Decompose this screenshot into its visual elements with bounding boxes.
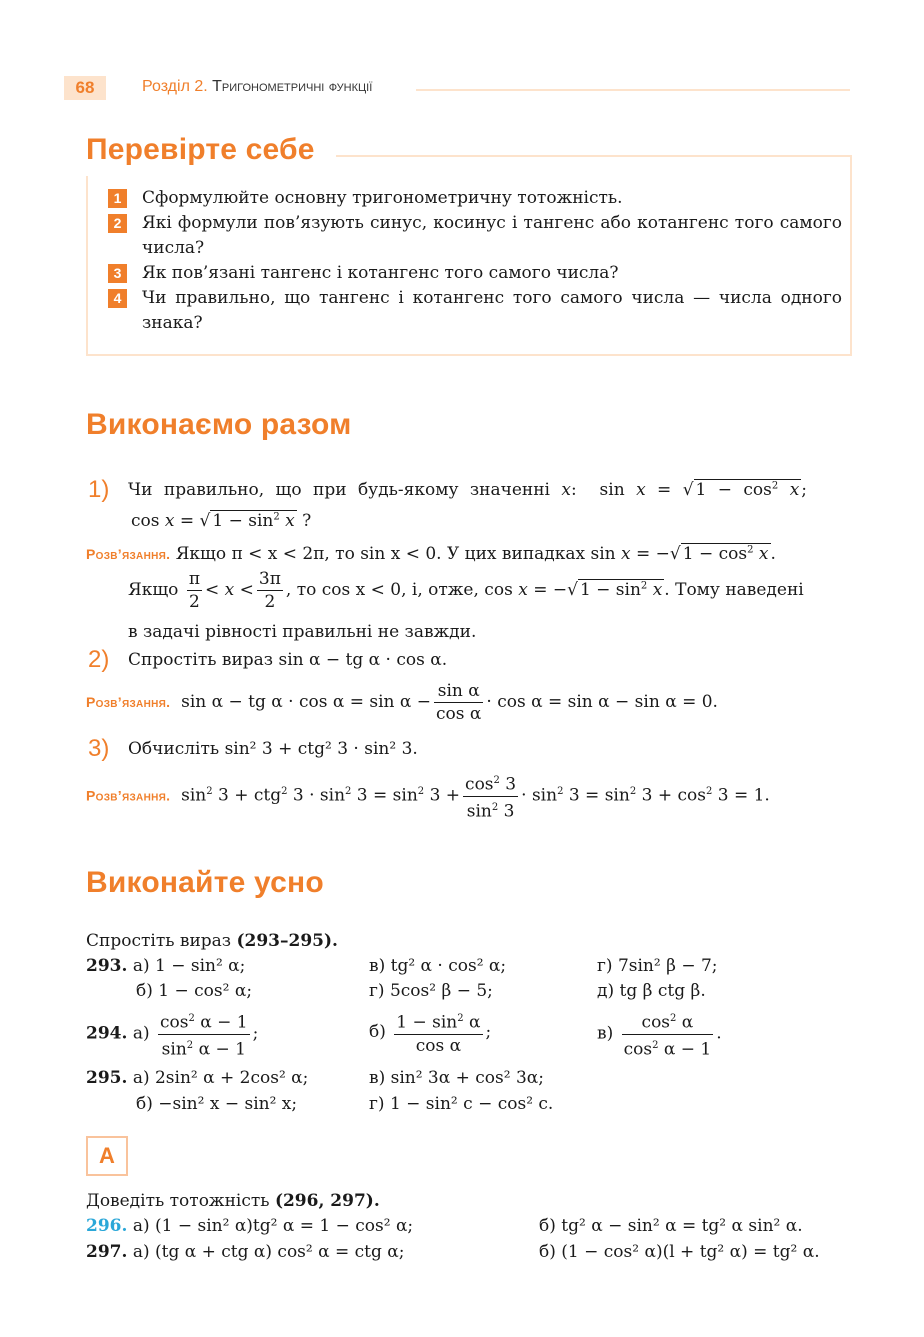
problem-293-v: в) tg² α · cos² α;: [369, 956, 507, 976]
solution-2: Розв’язання. sin α − tg α · cos α = sin α − $\frac{\text{sin α}}{\text{cos α}}$ · cos α = sin α − sin α = 0.: [86, 681, 718, 724]
problem-297-a: 297. а) (tg α + ctg α) cos² α = ctg α;: [86, 1242, 405, 1262]
header-rule: [416, 89, 850, 91]
problem-number: 296.: [86, 1216, 128, 1236]
problem-293-d: д) tg β ctg β.: [597, 981, 706, 1001]
section-title-oral: Виконайте усно: [86, 866, 324, 899]
problem-297-b: б) (1 − cos² α)(l + tg² α) = tg² α.: [539, 1242, 820, 1262]
question-text: Які формули пов’язують синус, косинус і тангенс або котангенс того самого числа?: [142, 213, 842, 258]
chapter-label: Розділ 2.: [142, 78, 208, 95]
solution-label: Розв’язання.: [86, 787, 171, 804]
problem-295-row1: 295. а) 2sin² α + 2cos² α;: [86, 1068, 309, 1088]
problem-293-g2: г) 5cos² β − 5;: [369, 981, 493, 1001]
page-number: 68: [64, 76, 106, 100]
level-a-badge: А: [86, 1136, 128, 1176]
solution-1-line1: Розв’язання. Якщо π < x < 2π, то sin x < 0. У цих випадках sin x = −√ $1 - \cos^2 x$ .: [86, 544, 776, 564]
level-a-intro: Доведіть тотожність (296, 297).: [86, 1191, 380, 1211]
exercise-1-text: Чи правильно, що при будь-якому значенні x: sin x = √ $1 - \cos^2 x$ ;: [128, 480, 808, 500]
question-item: [108, 186, 843, 211]
problem-294-b: б) $\frac{1 - \sin^2 \alpha}{\text{cos α}}$ ;: [369, 1008, 491, 1057]
question-number: 1: [108, 189, 127, 208]
problem-296-a: 296. а) (1 − sin² α)tg² α = 1 − cos² α;: [86, 1216, 414, 1236]
solution-3: Розв’язання. $\sin^2 3 + ctg^2$ $3 \cdot \sin^2 3 = \sin^2 3$ + $\frac{\cos^2 3}{\sin^2 3}$ · $\sin^2 3 = \sin^2 3 + \cos^2 3 = 1$.: [86, 770, 770, 822]
chapter-title: Тригонометричні функції: [212, 78, 373, 95]
section-title-together: Виконаємо разом: [86, 408, 352, 441]
problem-293-row1: 293. а) 1 − sin² α;: [86, 956, 246, 976]
problem-294-v: в) $\frac{\cos^2 \alpha}{\cos^2 \alpha - 1}$ .: [597, 1008, 722, 1060]
exercise-3-text: Обчисліть sin² 3 + ctg² 3 · sin² 3.: [128, 739, 418, 759]
problem-number: 293.: [86, 956, 128, 976]
problem-293-g: г) 7sin² β − 7;: [597, 956, 718, 976]
problem-294-a: 294. а) $\frac{\cos^2 \alpha - 1}{\sin^2 \alpha - 1}$ ;: [86, 1008, 258, 1060]
section-title-check-yourself: Перевірте себе: [86, 133, 315, 166]
exercise-1-text-line2: cos x = √ $1 - \sin^2 x$ ?: [131, 511, 312, 531]
problem-number: 297.: [86, 1242, 128, 1262]
solution-label: Розв’язання.: [86, 546, 171, 562]
solution-1-line2: Якщо $\frac{\pi}{2}$ < x < $\frac{3\pi}{2}$ , то cos x < 0, і, отже, cos x = −√ $1 - \sin^2 x$ . Тому наведені: [128, 569, 804, 612]
problem-296-b: б) tg² α − sin² α = tg² α sin² α.: [539, 1216, 803, 1236]
problem-295-v: в) sin² 3α + cos² 3α;: [369, 1068, 545, 1088]
problem-number: 295.: [86, 1068, 128, 1088]
question-number: 3: [108, 264, 127, 283]
question-item: [108, 261, 843, 286]
question-item: [108, 286, 843, 336]
exercise-number: 3): [88, 735, 110, 762]
exercise-3: [88, 735, 109, 763]
exercise-1: [88, 476, 109, 504]
oral-intro: Спростіть вираз (293–295).: [86, 931, 338, 951]
solution-label: Розв’язання.: [86, 694, 171, 710]
question-text: Сформулюйте основну тригонометричну тотожність.: [142, 188, 623, 208]
solution-1-line3: в задачі рівності правильні не завжди.: [128, 622, 477, 642]
exercise-2: [88, 646, 109, 674]
exercise-number: 2): [88, 646, 110, 673]
problem-number: 294.: [86, 1023, 128, 1044]
exercise-2-text: Спростіть вираз sin α − tg α · cos α.: [128, 650, 448, 670]
running-header: [142, 78, 372, 96]
question-item: [108, 211, 843, 261]
exercise-number: 1): [88, 476, 110, 503]
problem-295-b: б) −sin² x − sin² x;: [136, 1094, 298, 1114]
question-number: 4: [108, 289, 127, 308]
problem-295-g: г) 1 − sin² c − cos² c.: [369, 1094, 554, 1114]
problem-293-b: б) 1 − cos² α;: [136, 981, 253, 1001]
question-number: 2: [108, 214, 127, 233]
question-text: Чи правильно, що тангенс і котангенс того самого числа — числа одного знака?: [142, 288, 842, 333]
question-text: Як пов’язані тангенс і котангенс того самого числа?: [142, 263, 619, 283]
